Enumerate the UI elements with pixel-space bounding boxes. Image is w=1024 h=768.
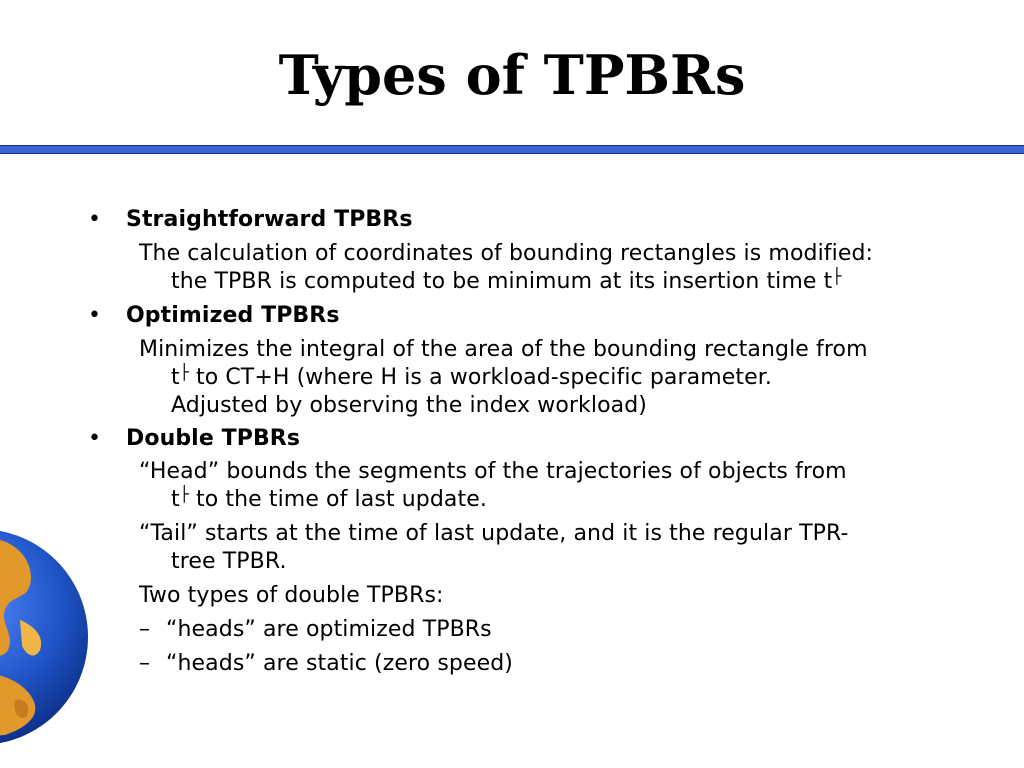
body-line: Two types of double TPBRs: xyxy=(139,583,444,608)
body-line: The calculation of coordinates of bounding rectangles is modified: xyxy=(139,241,874,266)
section-heading-optimized: Optimized TPBRs xyxy=(126,303,340,328)
body-line: t├ to CT+H (where H is a workload-specific parameter. xyxy=(171,363,772,390)
bullet-dot: • xyxy=(88,426,101,451)
body-line: “Tail” starts at the time of last update, and it is the regular TPR- xyxy=(139,521,849,546)
body-line: Adjusted by observing the index workload) xyxy=(171,393,647,418)
slide-title: Types of TPBRs xyxy=(278,43,746,107)
dash-marker: – xyxy=(139,651,150,676)
section-heading-straightforward: Straightforward TPBRs xyxy=(126,207,413,232)
time-marker-symbol: ├ xyxy=(179,485,189,503)
body-line: “Head” bounds the segments of the trajectories of objects from xyxy=(139,459,847,484)
title-divider-bar xyxy=(0,145,1024,154)
body-line: Minimizes the integral of the area of the bounding rectangle from xyxy=(139,337,868,362)
bullet-dot: • xyxy=(88,207,101,232)
body-line: tree TPBR. xyxy=(171,549,287,574)
body-line: t├ to the time of last update. xyxy=(171,485,487,512)
bullet-dot: • xyxy=(88,303,101,328)
time-marker-symbol: ├ xyxy=(179,363,189,381)
dash-marker: – xyxy=(139,617,150,642)
sub-item: “heads” are static (zero speed) xyxy=(166,651,513,676)
time-marker-symbol: ├ xyxy=(832,267,842,285)
section-heading-double: Double TPBRs xyxy=(126,426,301,451)
globe-image xyxy=(0,525,90,745)
sub-item: “heads” are optimized TPBRs xyxy=(166,617,492,642)
body-line: the TPBR is computed to be minimum at its insertion time t├ xyxy=(171,267,842,294)
